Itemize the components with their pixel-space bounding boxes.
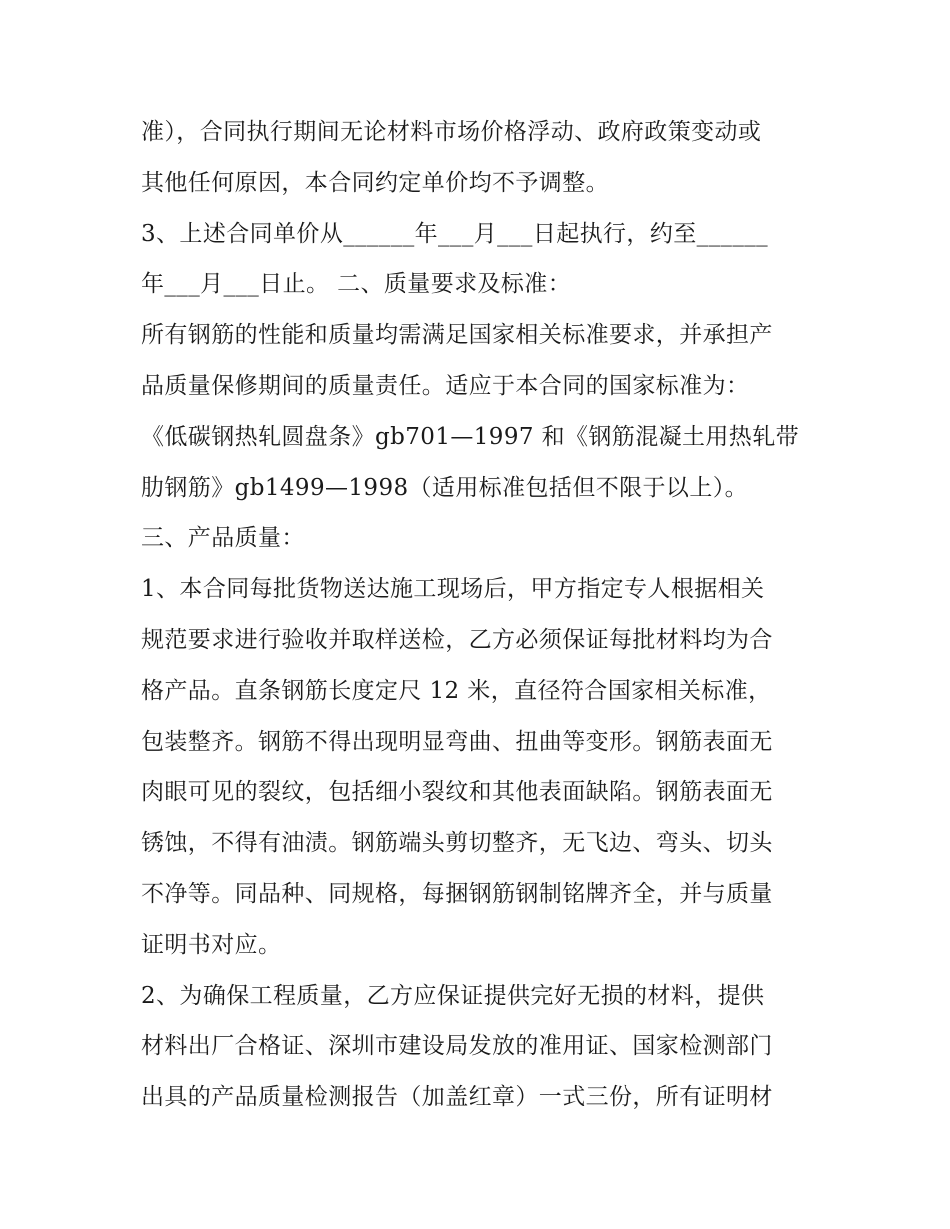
- text-line: 1、本合同每批货物送达施工现场后，甲方指定专人根据相关: [141, 576, 765, 603]
- text-line: 《低碳钢热轧圆盘条》gb701—1997 和《钢筋混凝土用热轧带: [141, 423, 799, 450]
- text-line: 格产品。直条钢筋长度定尺 12 米，直径符合国家相关标准，: [141, 677, 772, 704]
- text-line: 规范要求进行验收并取样送检，乙方必须保证每批材料均为合: [141, 626, 773, 653]
- text-line: 锈蚀，不得有油渍。钢筋端头剪切整齐，无飞边、弯头、切头: [141, 830, 773, 857]
- text-line: 品质量保修期间的质量责任。适应于本合同的国家标准为：: [141, 372, 750, 399]
- text-line: 材料出厂合格证、深圳市建设局发放的准用证、国家检测部门: [141, 1033, 773, 1060]
- text-line: 证明书对应。: [141, 931, 282, 958]
- text-line: 3、上述合同单价从______年___月___日起执行，约至______: [141, 220, 769, 247]
- text-line: 2、为确保工程质量，乙方应保证提供完好无损的材料，提供: [141, 982, 765, 1009]
- text-line: 肋钢筋》gb1499—1998（适用标准包括但不限于以上）。: [141, 474, 749, 501]
- text-line: 出具的产品质量检测报告（加盖红章）一式三份，所有证明材: [141, 1084, 773, 1111]
- text-line: 所有钢筋的性能和质量均需满足国家相关标准要求，并承担产: [141, 322, 773, 349]
- text-line: 年___月___日止。 二、质量要求及标准：: [141, 271, 572, 298]
- text-line: 包装整齐。钢筋不得出现明显弯曲、扭曲等变形。钢筋表面无: [141, 728, 773, 755]
- document-body: [141, 107, 821, 1123]
- text-line: 肉眼可见的裂纹，包括细小裂纹和其他表面缺陷。钢筋表面无: [141, 779, 773, 806]
- text-line: 不净等。同品种、同规格，每捆钢筋钢制铭牌齐全，并与质量: [141, 880, 773, 907]
- section-heading: 三、产品质量：: [141, 525, 305, 552]
- text-line: 准），合同执行期间无论材料市场价格浮动、政府政策变动或: [141, 119, 762, 145]
- text-line: 其他任何原因，本合同约定单价均不予调整。: [141, 169, 609, 196]
